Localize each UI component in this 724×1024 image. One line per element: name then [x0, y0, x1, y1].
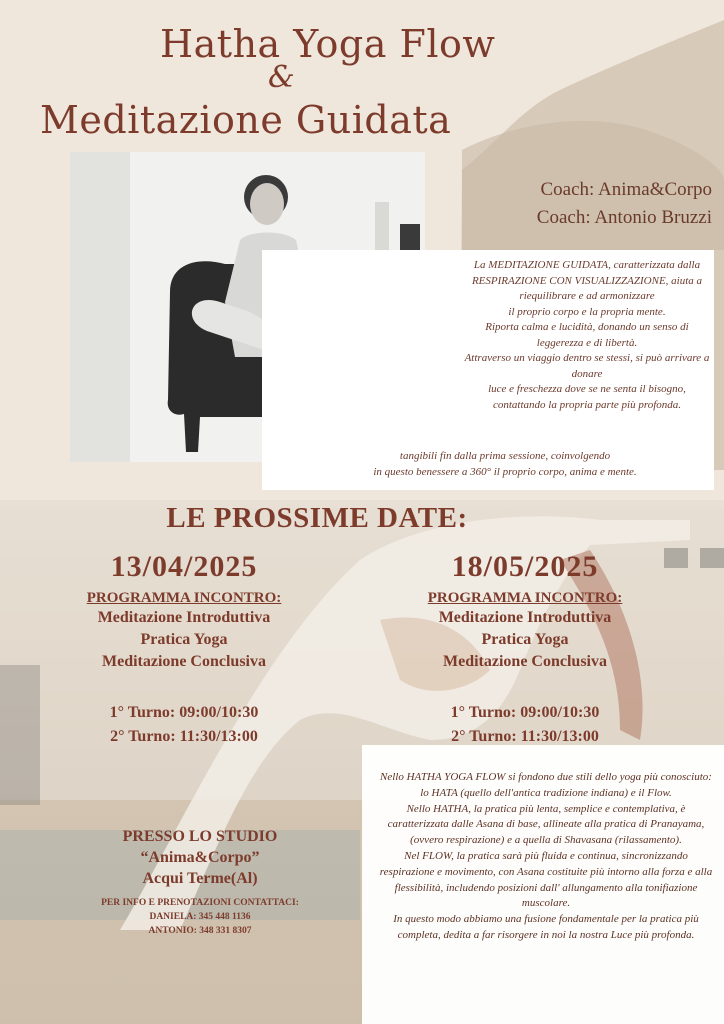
event-sessions	[385, 701, 665, 749]
coach-names	[452, 176, 712, 232]
event-date: 13/04/2025	[110, 550, 258, 583]
coach-line-antonio-bruzzi: Coach: Antonio Bruzzi	[536, 207, 712, 228]
contact-info	[60, 896, 340, 938]
description-line: Attraverso un viaggio dentro se stessi, si può arrivare a donare	[464, 352, 710, 380]
program-label: PROGRAMMA INCONTRO:	[427, 590, 623, 606]
description-tail-line: in questo benessere a 360° il proprio corpo, anima e mente.	[373, 466, 637, 478]
program-item: Meditazione Conclusiva	[102, 653, 266, 670]
info-paragraph: Nel FLOW, la pratica sarà più fluida e continua, sincronizzando respirazione e movimento, con Asana costituite più intorno alla forza e alla flessibilità, includendo posizioni dall' allungamento alla tonifiazione muscolare.	[379, 849, 713, 910]
studio-name: “Anima&Corpo”	[140, 849, 260, 866]
program-label: PROGRAMMA INCONTRO:	[86, 590, 282, 606]
description-line: La MEDITAZIONE GUIDATA, caratterizzata dalla RESPIRAZIONE CON VISUALIZZAZIONE, aiuta a riequilibrare e ad armonizzare	[471, 259, 703, 302]
studio-city: Acqui Terme(Al)	[142, 870, 258, 887]
description-line: il proprio corpo e la propria mente.	[508, 305, 666, 318]
coach-line-anima-corpo: Coach: Anima&Corpo	[540, 179, 712, 200]
description-tail-line: tangibili fin dalla prima sessione, coinvolgendo	[399, 450, 611, 462]
description-line: Riporta calma e lucidità, donando un senso di leggerezza e di libertà.	[485, 321, 689, 349]
description-line: luce e freschezza dove se ne senta il bisogno, contattando la propria parte più profonda.	[488, 383, 686, 411]
contact-antonio[interactable]: ANTONIO: 348 331 8307	[148, 926, 252, 936]
meditation-description	[462, 258, 712, 413]
session-turno-1: 1° Turno: 09:00/10:30	[109, 704, 259, 721]
program-item: Meditazione Conclusiva	[443, 653, 607, 670]
session-turno-1: 1° Turno: 09:00/10:30	[450, 704, 600, 721]
title-ampersand: &	[268, 60, 295, 95]
session-turno-2: 2° Turno: 11:30/13:00	[451, 728, 599, 745]
contact-daniela[interactable]: DANIELA: 345 448 1136	[149, 912, 251, 922]
info-paragraph: Nello HATHA, la pratica più lenta, semplice e contemplativa, è caratterizzata dalle Asana di base, allineate alla pratica di Pranayama, (ovvero respirazione) e a quella di Shavasana (rilassamento).	[387, 802, 705, 847]
program-item: Pratica Yoga	[481, 631, 569, 648]
session-turno-2: 2° Turno: 11:30/13:00	[110, 728, 258, 745]
event-column-second	[385, 550, 665, 749]
hatha-info-text	[378, 770, 714, 944]
title-line-hatha: Hatha Yoga Flow	[160, 22, 496, 66]
upcoming-dates-heading: LE PROSSIME DATE:	[166, 502, 468, 534]
info-paragraph: In questo modo abbiamo una fusione fondamentale per la pratica più completa, dedita a far risorgere in noi la nostra Luce più profonda.	[393, 913, 699, 941]
event-column-first	[44, 550, 324, 749]
studio-line: PRESSO LO STUDIO	[122, 828, 278, 845]
program-item: Pratica Yoga	[140, 631, 228, 648]
title-line-meditazione: Meditazione Guidata	[40, 98, 452, 142]
contact-label: PER INFO E PRENOTAZIONI CONTATTACI:	[101, 898, 299, 908]
studio-location	[60, 826, 340, 889]
info-paragraph: Nello HATHA YOGA FLOW si fondono due stili dello yoga più conosciuto: lo HATA (quello dell'antica tradizione indiana) e il Flow.	[380, 771, 712, 799]
meditation-description-tail	[300, 448, 710, 480]
event-date: 18/05/2025	[451, 550, 599, 583]
event-sessions	[44, 701, 324, 749]
program-item: Meditazione Introduttiva	[97, 609, 271, 626]
program-item: Meditazione Introduttiva	[438, 609, 612, 626]
